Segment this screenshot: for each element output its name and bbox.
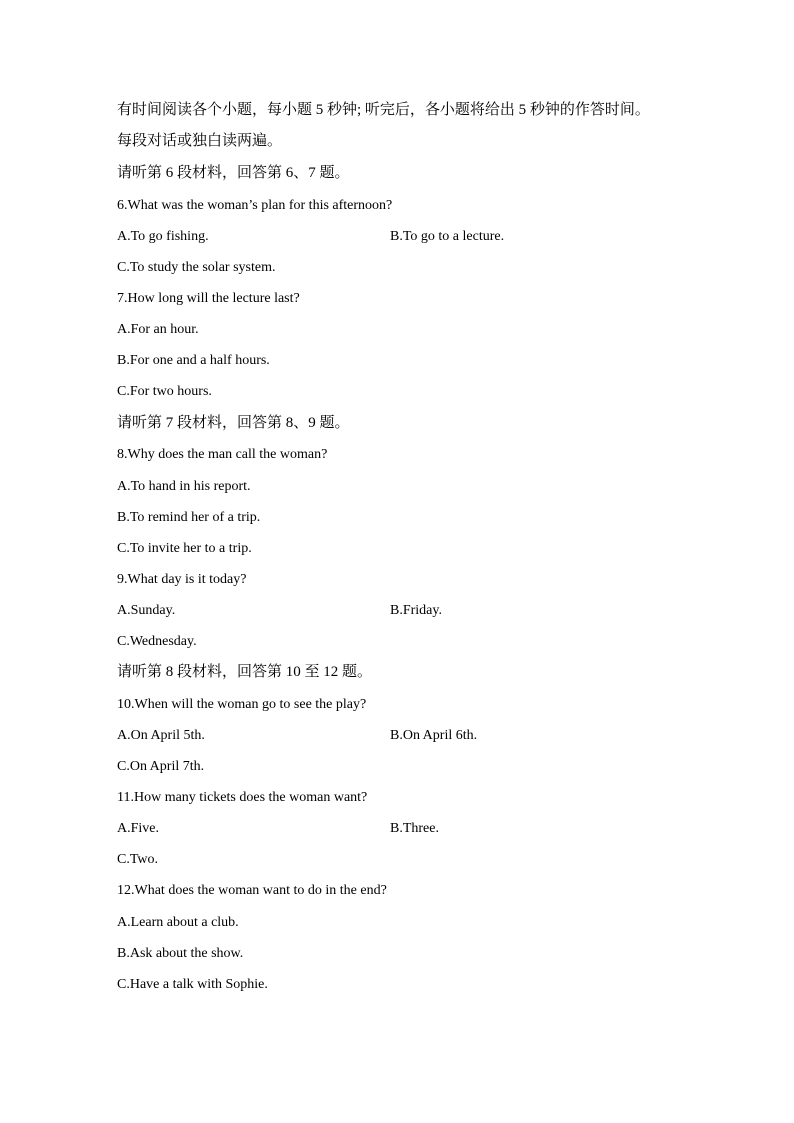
intro-line-2: 每段对话或独白读两遍。 [117,133,283,149]
question-6-stem: 6.What was the woman’s plan for this afternoon? [117,198,393,213]
section-8-heading: 请听第 8 段材料，回答第 10 至 12 题。 [117,664,373,680]
question-10-stem: 10.When will the woman go to see the play? [117,697,367,712]
question-11-option-c: C.Two. [117,852,159,867]
question-8-option-a: A.To hand in his report. [117,479,251,494]
intro-line-1: 有时间阅读各个小题，每小题 5 秒钟; 听完后，各小题将给出 5 秒钟的作答时间。 [117,102,650,118]
question-6-option-c: C.To study the solar system. [117,260,276,275]
question-6-option-b: B.To go to a lecture. [390,229,505,244]
section-7-heading: 请听第 7 段材料，回答第 8、9 题。 [117,415,350,431]
question-9-option-a: A.Sunday. [117,603,176,618]
question-10-option-c: C.On April 7th. [117,759,205,774]
question-11-option-b: B.Three. [390,821,439,836]
question-10-option-a: A.On April 5th. [117,728,205,743]
question-7-option-a: A.For an hour. [117,322,199,337]
question-11-option-a: A.Five. [117,821,159,836]
question-9-option-c: C.Wednesday. [117,634,197,649]
question-6-option-a: A.To go fishing. [117,229,209,244]
question-12-option-c: C.Have a talk with Sophie. [117,977,268,992]
question-8-option-b: B.To remind her of a trip. [117,510,261,525]
question-8-option-c: C.To invite her to a trip. [117,541,252,556]
question-9-option-b: B.Friday. [390,603,442,618]
question-12-option-a: A.Learn about a club. [117,915,239,930]
question-12-option-b: B.Ask about the show. [117,946,244,961]
question-7-stem: 7.How long will the lecture last? [117,291,300,306]
question-9-stem: 9.What day is it today? [117,572,247,587]
question-7-option-b: B.For one and a half hours. [117,353,270,368]
question-7-option-c: C.For two hours. [117,384,212,399]
question-8-stem: 8.Why does the man call the woman? [117,447,328,462]
question-10-option-b: B.On April 6th. [390,728,478,743]
section-6-heading: 请听第 6 段材料，回答第 6、7 题。 [117,165,350,181]
question-12-stem: 12.What does the woman want to do in the end? [117,883,387,898]
question-11-stem: 11.How many tickets does the woman want? [117,790,368,805]
